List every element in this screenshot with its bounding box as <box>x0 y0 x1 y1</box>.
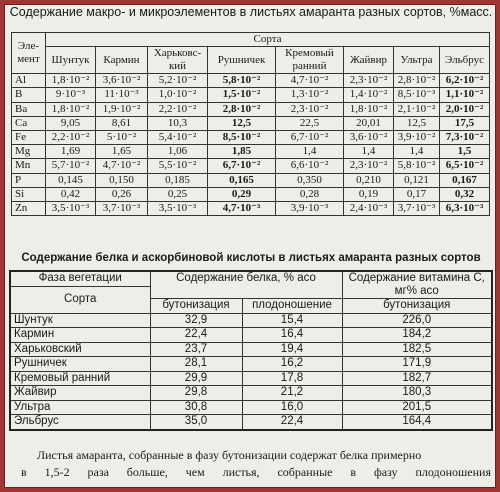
element-value: 9,05 <box>46 116 96 130</box>
element-value: 1,1·10⁻² <box>440 88 490 102</box>
table1-header-row <box>12 33 490 47</box>
element-value: 2,8·10⁻² <box>394 74 440 88</box>
protein-budding-value: 22,4 <box>150 328 242 343</box>
element-row <box>12 201 490 215</box>
element-value: 12,5 <box>208 116 276 130</box>
element-value: 17,5 <box>440 116 490 130</box>
protein-budding-value: 29,9 <box>150 371 242 386</box>
fruiting-column-header: плодоношение <box>242 299 342 314</box>
element-value: 1,3·10⁻² <box>276 88 344 102</box>
variety-row <box>10 313 492 328</box>
protein-budding-value: 28,1 <box>150 357 242 372</box>
element-value: 2,3·10⁻² <box>344 74 394 88</box>
protein-budding-value: 35,0 <box>150 415 242 430</box>
element-value: 1,65 <box>96 145 148 159</box>
element-value: 5,8·10⁻² <box>208 74 276 88</box>
protein-budding-value: 32,9 <box>150 313 242 328</box>
element-value: 2,8·10⁻² <box>208 102 276 116</box>
element-value: 1,8·10⁻² <box>46 74 96 88</box>
element-symbol: Fe <box>12 130 46 144</box>
elements-table <box>11 32 490 216</box>
vitamin-c-value: 182,5 <box>342 342 492 357</box>
protein-fruiting-value: 17,8 <box>242 371 342 386</box>
element-value: 6,6·10⁻² <box>276 159 344 173</box>
element-value: 1,4 <box>394 145 440 159</box>
element-value: 2,2·10⁻² <box>46 130 96 144</box>
variety-name: Шунтук <box>10 313 150 328</box>
variety-column-header: Ультра <box>394 47 440 74</box>
variety-header: Сорта <box>10 286 150 313</box>
variety-row <box>10 386 492 401</box>
variety-name: Рушничек <box>10 357 150 372</box>
variety-row <box>10 400 492 415</box>
protein-header: Содержание белка, % асо <box>150 271 342 299</box>
document-page <box>4 4 496 488</box>
element-value: 0,121 <box>394 173 440 187</box>
element-value: 2,3·10⁻² <box>276 102 344 116</box>
variety-column-header: Кармин <box>96 47 148 74</box>
variety-name: Жайвир <box>10 386 150 401</box>
element-value: 0,28 <box>276 187 344 201</box>
element-value: 0,165 <box>208 173 276 187</box>
variety-name: Кармин <box>10 328 150 343</box>
budding-column-header: бутонизация <box>150 299 242 314</box>
variety-row <box>10 357 492 372</box>
element-symbol: Ca <box>12 116 46 130</box>
element-value: 3,5·10⁻³ <box>46 201 96 215</box>
conclusion-note <box>21 447 491 481</box>
element-value: 0,150 <box>96 173 148 187</box>
element-value: 5,2·10⁻² <box>148 74 208 88</box>
element-value: 3,5·10⁻³ <box>148 201 208 215</box>
element-symbol: Zn <box>12 201 46 215</box>
element-row <box>12 145 490 159</box>
element-value: 0,210 <box>344 173 394 187</box>
element-row <box>12 102 490 116</box>
element-symbol: P <box>12 173 46 187</box>
protein-budding-value: 30,8 <box>150 400 242 415</box>
protein-fruiting-value: 16,0 <box>242 400 342 415</box>
element-header: Эле- мент <box>12 33 46 74</box>
element-symbol: Mn <box>12 159 46 173</box>
element-symbol: Al <box>12 74 46 88</box>
element-symbol: Ba <box>12 102 46 116</box>
vitamin-c-value: 201,5 <box>342 400 492 415</box>
vitamin-c-value: 182,7 <box>342 371 492 386</box>
element-value: 0,42 <box>46 187 96 201</box>
variety-row <box>10 328 492 343</box>
element-value: 5,5·10⁻² <box>148 159 208 173</box>
element-value: 4,7·10⁻² <box>276 74 344 88</box>
element-value: 2,1·10⁻² <box>394 102 440 116</box>
table1-title: Содержание макро- и микроэлементов в листьях амаранта разных сортов, %масс. <box>9 5 493 19</box>
budding-column-header-2: бутонизация <box>342 299 492 314</box>
variety-name: Эльбрус <box>10 415 150 430</box>
element-row <box>12 187 490 201</box>
element-value: 0,145 <box>46 173 96 187</box>
protein-budding-value: 29,8 <box>150 386 242 401</box>
vitamin-c-header: Содержание витамина С, мг% асо <box>342 271 492 299</box>
element-value: 3,7·10⁻³ <box>96 201 148 215</box>
element-value: 3,6·10⁻² <box>96 74 148 88</box>
element-value: 0,350 <box>276 173 344 187</box>
variety-row <box>10 371 492 386</box>
element-value: 0,19 <box>344 187 394 201</box>
phase-header: Фаза вегетации <box>10 271 150 286</box>
element-row <box>12 74 490 88</box>
protein-fruiting-value: 19,4 <box>242 342 342 357</box>
element-value: 5,8·10⁻² <box>394 159 440 173</box>
element-value: 3,7·10⁻³ <box>394 201 440 215</box>
note-line-2: в 1,5-2 раза больше, чем листья, собранные в фазу плодоношения <box>21 465 491 479</box>
element-value: 8,5·10⁻² <box>208 130 276 144</box>
element-value: 1,69 <box>46 145 96 159</box>
variety-column-header: Эльбрус <box>440 47 490 74</box>
element-value: 0,26 <box>96 187 148 201</box>
element-value: 2,2·10⁻² <box>148 102 208 116</box>
varieties-group-header: Сорта <box>46 33 490 47</box>
variety-column-header: Кремовый ранний <box>276 47 344 74</box>
element-value: 3,9·10⁻³ <box>276 201 344 215</box>
protein-fruiting-value: 16,4 <box>242 328 342 343</box>
element-value: 4,7·10⁻³ <box>208 201 276 215</box>
element-value: 8,61 <box>96 116 148 130</box>
table1-columns-row <box>12 47 490 74</box>
note-line-1: Листья амаранта, собранные в фазу бутонизации содержат белка примерно <box>37 448 422 462</box>
element-value: 6,3·10⁻³ <box>440 201 490 215</box>
element-row <box>12 173 490 187</box>
variety-column-header: Жайвир <box>344 47 394 74</box>
element-value: 0,29 <box>208 187 276 201</box>
element-value: 12,5 <box>394 116 440 130</box>
element-value: 3,6·10⁻² <box>344 130 394 144</box>
vitamin-c-value: 226,0 <box>342 313 492 328</box>
element-value: 11·10⁻³ <box>96 88 148 102</box>
variety-column-header: Шунтук <box>46 47 96 74</box>
element-value: 1,4·10⁻² <box>344 88 394 102</box>
element-row <box>12 130 490 144</box>
element-value: 1,5·10⁻² <box>208 88 276 102</box>
element-symbol: Mg <box>12 145 46 159</box>
protein-fruiting-value: 21,2 <box>242 386 342 401</box>
element-value: 1,85 <box>208 145 276 159</box>
variety-name: Харьковский <box>10 342 150 357</box>
vitamin-c-value: 171,9 <box>342 357 492 372</box>
element-value: 9·10⁻³ <box>46 88 96 102</box>
element-row <box>12 88 490 102</box>
element-value: 0,185 <box>148 173 208 187</box>
element-value: 1,8·10⁻² <box>344 102 394 116</box>
element-value: 7,3·10⁻² <box>440 130 490 144</box>
element-value: 6,7·10⁻² <box>276 130 344 144</box>
protein-budding-value: 23,7 <box>150 342 242 357</box>
element-value: 5,4·10⁻² <box>148 130 208 144</box>
element-value: 0,167 <box>440 173 490 187</box>
element-row <box>12 116 490 130</box>
table2-title: Содержание белка и аскорбиновой кислоты в листьях амаранта разных сортов <box>21 252 481 264</box>
element-value: 1,8·10⁻² <box>46 102 96 116</box>
element-value: 2,4·10⁻³ <box>344 201 394 215</box>
element-value: 1,0·10⁻² <box>148 88 208 102</box>
element-value: 2,3·10⁻² <box>344 159 394 173</box>
variety-column-header: Рушничек <box>208 47 276 74</box>
element-value: 3,9·10⁻² <box>394 130 440 144</box>
element-value: 10,3 <box>148 116 208 130</box>
protein-vitamin-table <box>9 270 493 431</box>
variety-name: Кремовый ранний <box>10 371 150 386</box>
vitamin-c-value: 180,3 <box>342 386 492 401</box>
element-value: 1,5 <box>440 145 490 159</box>
variety-column-header: Харьковс- кий <box>148 47 208 74</box>
element-value: 6,5·10⁻² <box>440 159 490 173</box>
element-value: 1,4 <box>344 145 394 159</box>
element-value: 22,5 <box>276 116 344 130</box>
variety-row <box>10 415 492 430</box>
element-value: 6,7·10⁻² <box>208 159 276 173</box>
element-value: 20,01 <box>344 116 394 130</box>
protein-fruiting-value: 15,4 <box>242 313 342 328</box>
element-value: 5,7·10⁻² <box>46 159 96 173</box>
element-value: 1,4 <box>276 145 344 159</box>
element-value: 0,25 <box>148 187 208 201</box>
vitamin-c-value: 164,4 <box>342 415 492 430</box>
element-value: 6,2·10⁻² <box>440 74 490 88</box>
vitamin-c-value: 184,2 <box>342 328 492 343</box>
variety-row <box>10 342 492 357</box>
element-value: 1,06 <box>148 145 208 159</box>
element-value: 0,17 <box>394 187 440 201</box>
element-symbol: B <box>12 88 46 102</box>
element-value: 8,5·10⁻³ <box>394 88 440 102</box>
element-symbol: Si <box>12 187 46 201</box>
element-value: 1,9·10⁻² <box>96 102 148 116</box>
element-value: 5·10⁻² <box>96 130 148 144</box>
element-value: 4,7·10⁻² <box>96 159 148 173</box>
variety-name: Ультра <box>10 400 150 415</box>
element-value: 0,32 <box>440 187 490 201</box>
protein-fruiting-value: 16,2 <box>242 357 342 372</box>
element-value: 2,0·10⁻² <box>440 102 490 116</box>
element-row <box>12 159 490 173</box>
table2-header-row <box>10 271 492 286</box>
protein-fruiting-value: 22,4 <box>242 415 342 430</box>
